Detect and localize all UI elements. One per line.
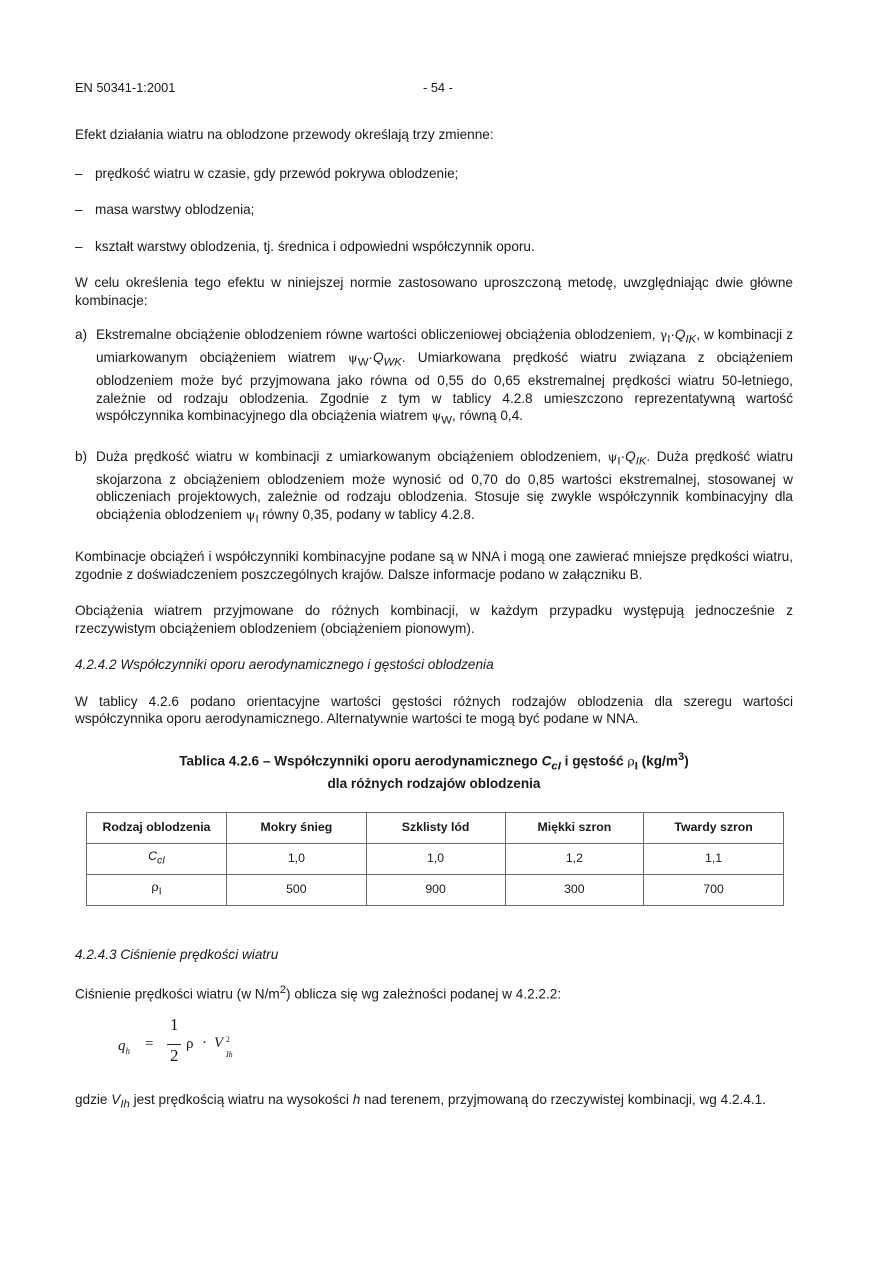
text-run: Duża prędkość wiatru w kombinacji z umiarkowanym obciążeniem oblodzeniem,	[96, 448, 608, 464]
psi-symbol: ψ	[347, 350, 358, 366]
variable-text: kształt warstwy oblodzenia, tj. średnica i odpowiedni współczynnik oporu.	[95, 238, 535, 254]
pressure-paragraph	[75, 982, 793, 1003]
list-marker: a)	[75, 327, 88, 342]
combination-a-text	[96, 326, 793, 431]
table-header-cell: Twardy szron	[644, 812, 784, 843]
subscript: I	[667, 333, 671, 346]
table-intro-paragraph: W tablicy 4.2.6 podano orientacyjne wartości gęstości różnych rodzajów oblodzenia dla szeregu wartości współczynnika oporu aerodynamicznego. Alternatywnie wartości te mogą być podane w NNA.	[75, 693, 793, 727]
page-header	[75, 79, 803, 97]
text-run: . Duża prędkość wiatru skojarzona z obciążeniem oblodzeniem może wynosić od 0,70 do 0,85 wartości ekstremalnej, stosowanej w obliczeniach projektowych, zależnie od rodzaju oblodzenia. Stosuje się zwykle współczynnik kombinacyjny dla obciążenia oblodzeniem	[96, 448, 793, 522]
formula-equals: =	[145, 1036, 154, 1053]
pressure-formula	[118, 1016, 793, 1074]
table-row	[87, 874, 784, 905]
multiply-dot: ·	[620, 448, 626, 464]
subscript: WK	[383, 356, 402, 369]
subscript: I	[158, 886, 162, 898]
variable-item-3	[75, 238, 793, 256]
wind-load-paragraph: Obciążenia wiatrem przyjmowane do różnych kombinacji, w każdym przypadku występują jednocześnie z rzeczywistym obciążeniem oblodzeniem (obciążeniem pionowym).	[75, 603, 793, 636]
table-cell: 700	[644, 874, 784, 905]
nna-paragraph: Kombinacje obciążeń i współczynniki kombinacyjne podane są w NNA i mogą one zawierać mniejsze prędkości wiatru, zgodnie z doświadczeniem poszczególnych krajów. Dalsze informacje podano w załączniku B.	[75, 549, 793, 582]
table-row-label	[87, 843, 227, 874]
text-run: Tablica 4.2.6 – Współczynniki oporu aerodynamicznego	[179, 753, 542, 769]
q-symbol: q	[118, 1038, 126, 1055]
formula-v: V	[214, 1035, 224, 1052]
variable-text: prędkość wiatru w czasie, gdy przewód pokrywa oblodzenie;	[95, 165, 459, 181]
q-symbol: Q	[625, 448, 636, 464]
formula-v-subscript: Ih	[226, 1050, 233, 1060]
variable-item-1	[75, 165, 793, 183]
table-caption-line-1	[75, 748, 793, 775]
psi-symbol: ψ	[431, 408, 442, 424]
table-caption	[75, 748, 793, 793]
table-header-cell: Rodzaj oblodzenia	[87, 812, 227, 843]
text-run: równy 0,35, podany w tablicy 4.2.8.	[258, 506, 475, 522]
subscript: cI	[551, 759, 561, 772]
formula-rho: ρ	[186, 1036, 194, 1053]
text-run: , w kombinacji z umiarkowanym obciążeniem wiatrem	[96, 327, 793, 366]
table-cell: 500	[227, 874, 367, 905]
text-run: i gęstość	[560, 753, 628, 769]
text-run: , równą 0,4.	[452, 408, 524, 424]
subscript: I	[634, 759, 638, 772]
intro-paragraph: Efekt działania wiatru na oblodzone przewody określają trzy zmienne:	[75, 127, 494, 142]
variable-item-2	[75, 201, 793, 219]
subscript: h	[125, 1046, 130, 1057]
table-header-cell: Szklisty lód	[366, 812, 505, 843]
table-row	[87, 843, 784, 874]
table-header-cell: Mokry śnieg	[227, 812, 367, 843]
table-header-cell: Miękki szron	[505, 812, 644, 843]
table-cell: 900	[366, 874, 505, 905]
subscript: I	[617, 455, 621, 468]
subscript: Ih	[120, 1099, 130, 1112]
table-cell: 1,0	[227, 843, 367, 874]
table-cell: 1,0	[366, 843, 505, 874]
combination-a	[75, 326, 793, 431]
text-run: (kg/m	[637, 753, 678, 769]
subscript: I	[255, 513, 259, 526]
dash-marker: –	[75, 238, 83, 254]
subscript: W	[357, 356, 369, 369]
list-marker: b)	[75, 448, 88, 464]
multiply-dot: ·	[670, 327, 675, 342]
superscript: 3	[677, 750, 685, 763]
rho-symbol: ρ	[151, 879, 159, 895]
text-run: gdzie	[75, 1092, 112, 1108]
h-symbol: h	[352, 1092, 361, 1108]
method-paragraph: W celu określenia tego efektu w niniejszej normie zastosowano uproszczoną metodę, uwzględniając dwie główne kombinacje:	[75, 275, 793, 308]
section-heading-4242: 4.2.4.2 Współczynniki oporu aerodynamicznego i gęstości oblodzenia	[75, 657, 494, 673]
where-paragraph	[75, 1091, 793, 1114]
formula-q	[118, 1038, 130, 1061]
variable-text: masa warstwy oblodzenia;	[95, 202, 255, 217]
subscript: IK	[685, 333, 697, 346]
multiply-dot: ·	[368, 350, 373, 366]
text-run: )	[684, 753, 689, 769]
subscript: cI	[156, 855, 165, 867]
v-symbol: V	[111, 1092, 121, 1108]
fraction-bar	[167, 1044, 181, 1045]
text-run: nad terenem, przyjmowaną do rzeczywistej kombinacji, wg 4.2.4.1.	[360, 1092, 766, 1108]
formula-denominator: 2	[170, 1046, 179, 1066]
subscript: W	[441, 415, 452, 428]
table-cell: 300	[505, 874, 644, 905]
table-row-label	[87, 874, 227, 905]
text-run: Ekstremalne obciążenie oblodzeniem równe wartości obliczeniowej obciążenia oblodzeniem,	[96, 327, 660, 342]
table-cell: 1,1	[644, 843, 784, 874]
formula-dot: ·	[202, 1035, 207, 1052]
combination-b	[75, 448, 793, 529]
document-id: EN 50341-1:2001	[75, 80, 176, 95]
rho-symbol: ρ	[627, 753, 635, 769]
psi-symbol: ψ	[607, 448, 618, 464]
c-symbol: C	[148, 848, 157, 863]
text-run: ) oblicza się wg zależności podanej w 4.2.2.2:	[286, 986, 562, 1002]
combination-b-text	[96, 448, 793, 529]
gamma-symbol: γ	[659, 327, 668, 342]
table-header-row	[87, 812, 784, 843]
formula-v-superscript: 2	[226, 1035, 230, 1045]
section-heading-4243: 4.2.4.3 Ciśnienie prędkości wiatru	[75, 946, 279, 962]
q-symbol: Q	[372, 350, 384, 366]
table-cell: 1,2	[505, 843, 644, 874]
text-run: . Umiarkowana prędkość wiatru związana z obciążeniem oblodzeniem może być przyjmowana jako równa od 0,55 do 0,65 ekstremalnej prędkości wiatru 50-letniego, zależnie od rodzaju oblodzenia. Zgodnie z tym w tablicy 4.2.8 umieszczono reprezentatywną wartość współczynnika kombinacyjnego dla obciążenia wiatrem	[96, 350, 794, 424]
table-caption-line-2: dla różnych rodzajów oblodzenia	[327, 775, 541, 791]
text-run: jest prędkością wiatru na wysokości	[129, 1092, 353, 1108]
formula-numerator: 1	[170, 1015, 179, 1035]
page-number: - 54 -	[423, 80, 453, 95]
c-symbol: C	[541, 753, 552, 769]
text-run: Ciśnienie prędkości wiatru (w N/m	[75, 986, 280, 1002]
q-symbol: Q	[674, 327, 686, 342]
dash-marker: –	[75, 165, 83, 181]
superscript: 2	[279, 984, 287, 997]
subscript: IK	[635, 455, 647, 468]
ice-table	[86, 812, 784, 906]
page-content	[75, 126, 793, 1115]
psi-symbol: ψ	[245, 506, 256, 522]
dash-marker: –	[75, 202, 83, 217]
